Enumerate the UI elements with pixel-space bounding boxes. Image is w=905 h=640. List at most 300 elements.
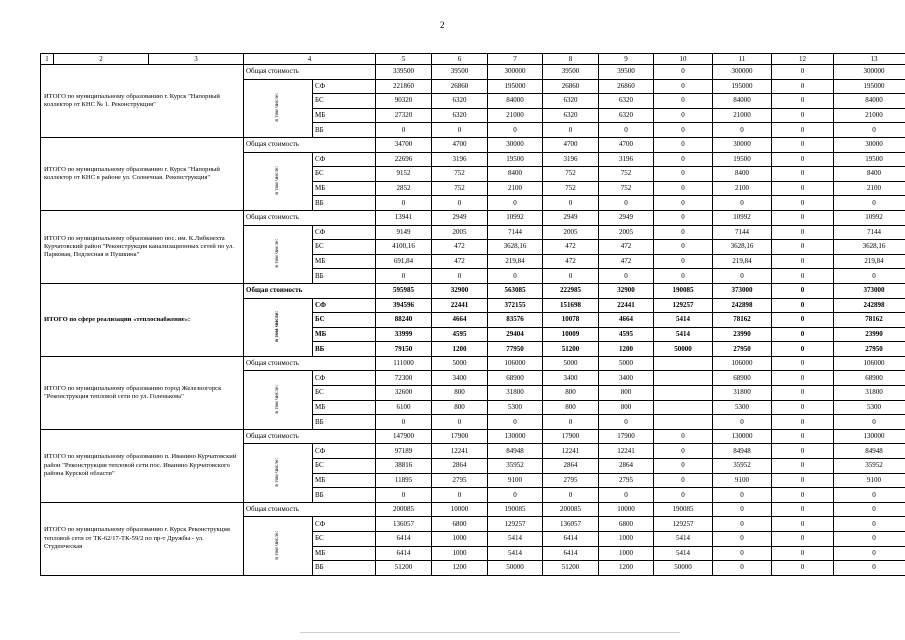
source-value: 9100 bbox=[713, 473, 772, 488]
source-value: 0 bbox=[772, 298, 834, 313]
source-value: 2852 bbox=[376, 181, 432, 196]
total-value: 190085 bbox=[654, 283, 713, 298]
source-value: 3400 bbox=[543, 371, 599, 386]
source-value: 2005 bbox=[599, 225, 654, 240]
source-value: 12241 bbox=[543, 444, 599, 459]
source-value: 0 bbox=[376, 196, 432, 211]
source-value: 129257 bbox=[654, 298, 713, 313]
block-name: ИТОГО по сфере реализации «теплоснабжение»: bbox=[41, 283, 244, 356]
source-value: 0 bbox=[654, 225, 713, 240]
source-value: 0 bbox=[834, 123, 905, 138]
source-value: 800 bbox=[432, 386, 488, 401]
total-value: 0 bbox=[654, 210, 713, 225]
total-value: 200085 bbox=[376, 502, 432, 517]
source-value: 6800 bbox=[432, 517, 488, 532]
source-value: 22696 bbox=[376, 152, 432, 167]
source-value: 84000 bbox=[834, 94, 905, 109]
total-value: 190085 bbox=[488, 502, 543, 517]
source-value: 129257 bbox=[488, 517, 543, 532]
source-value: 26860 bbox=[599, 79, 654, 94]
source-value: 0 bbox=[376, 269, 432, 284]
source-value: 2795 bbox=[599, 473, 654, 488]
source-value: 0 bbox=[488, 415, 543, 430]
source-value: 6414 bbox=[543, 546, 599, 561]
source-value: 0 bbox=[772, 532, 834, 547]
total-value: 17900 bbox=[599, 429, 654, 444]
source-value: 800 bbox=[599, 400, 654, 415]
source-value: 0 bbox=[654, 196, 713, 211]
total-value: 0 bbox=[654, 65, 713, 80]
total-value: 0 bbox=[772, 356, 834, 371]
source-value: 8400 bbox=[834, 167, 905, 182]
source-value: 5300 bbox=[834, 400, 905, 415]
source-value: 691,84 bbox=[376, 254, 432, 269]
source-value: 6100 bbox=[376, 400, 432, 415]
source-value: 0 bbox=[654, 488, 713, 503]
total-value: 17900 bbox=[543, 429, 599, 444]
header-cell: 13 bbox=[834, 54, 905, 65]
source-value: 0 bbox=[772, 386, 834, 401]
source-value: 0 bbox=[432, 488, 488, 503]
source-label: СФ bbox=[313, 444, 376, 459]
source-value: 4595 bbox=[599, 327, 654, 342]
source-value: 219,84 bbox=[488, 254, 543, 269]
source-value: 242898 bbox=[834, 298, 905, 313]
source-value: 0 bbox=[772, 225, 834, 240]
source-value: 3196 bbox=[432, 152, 488, 167]
source-value: 6414 bbox=[543, 532, 599, 547]
source-value: 0 bbox=[654, 473, 713, 488]
total-value: 300000 bbox=[713, 65, 772, 80]
source-value: 0 bbox=[543, 123, 599, 138]
source-value: 23990 bbox=[834, 327, 905, 342]
total-value: 130000 bbox=[488, 429, 543, 444]
source-value bbox=[654, 400, 713, 415]
source-value: 68900 bbox=[834, 371, 905, 386]
source-value: 0 bbox=[772, 546, 834, 561]
source-label: БС bbox=[313, 313, 376, 328]
source-value: 0 bbox=[772, 327, 834, 342]
source-value: 83576 bbox=[488, 313, 543, 328]
total-value: 0 bbox=[834, 502, 905, 517]
block-name: ИТОГО по муниципальному образованию п. Иванино Курчатовский район "Реконструкция тепловой сети пос. Иванино Курчатовского района Курской области" bbox=[41, 429, 244, 502]
source-value: 21000 bbox=[713, 108, 772, 123]
source-value: 9100 bbox=[834, 473, 905, 488]
source-value: 32600 bbox=[376, 386, 432, 401]
total-value: 17900 bbox=[432, 429, 488, 444]
source-value: 5414 bbox=[488, 546, 543, 561]
source-value: 3628,16 bbox=[834, 240, 905, 255]
header-row bbox=[41, 54, 905, 65]
source-value: 0 bbox=[713, 415, 772, 430]
source-value: 19500 bbox=[834, 152, 905, 167]
source-value: 84948 bbox=[713, 444, 772, 459]
source-value: 0 bbox=[654, 269, 713, 284]
source-value: 0 bbox=[713, 546, 772, 561]
source-value: 219,84 bbox=[713, 254, 772, 269]
source-value: 0 bbox=[772, 561, 834, 576]
total-value: 300000 bbox=[488, 65, 543, 80]
source-value: 372155 bbox=[488, 298, 543, 313]
source-value bbox=[654, 415, 713, 430]
source-value: 0 bbox=[654, 108, 713, 123]
source-label: СФ bbox=[313, 298, 376, 313]
total-value: 222985 bbox=[543, 283, 599, 298]
source-value: 0 bbox=[654, 94, 713, 109]
source-value: 0 bbox=[834, 196, 905, 211]
source-value: 0 bbox=[772, 254, 834, 269]
source-value: 19500 bbox=[488, 152, 543, 167]
source-value: 26860 bbox=[432, 79, 488, 94]
total-label: Общая стоимость bbox=[244, 65, 376, 80]
source-value: 0 bbox=[654, 79, 713, 94]
source-value: 752 bbox=[599, 167, 654, 182]
source-value: 752 bbox=[543, 167, 599, 182]
source-value: 8400 bbox=[488, 167, 543, 182]
total-value: 32900 bbox=[432, 283, 488, 298]
total-value: 32900 bbox=[599, 283, 654, 298]
source-value: 0 bbox=[834, 532, 905, 547]
source-value: 752 bbox=[432, 167, 488, 182]
source-value: 31800 bbox=[834, 386, 905, 401]
total-value: 147900 bbox=[376, 429, 432, 444]
source-value: 0 bbox=[772, 240, 834, 255]
source-value: 0 bbox=[772, 415, 834, 430]
source-value: 68900 bbox=[488, 371, 543, 386]
source-value: 472 bbox=[543, 240, 599, 255]
breakdown-vertical-label: в том числе: bbox=[244, 444, 313, 502]
total-value: 0 bbox=[654, 429, 713, 444]
source-value: 11895 bbox=[376, 473, 432, 488]
source-value: 0 bbox=[772, 342, 834, 357]
block-total-row bbox=[41, 137, 905, 152]
source-value: 2100 bbox=[834, 181, 905, 196]
source-value: 0 bbox=[772, 400, 834, 415]
total-value: 130000 bbox=[713, 429, 772, 444]
total-value: 130000 bbox=[834, 429, 905, 444]
source-value: 0 bbox=[772, 473, 834, 488]
source-value: 72300 bbox=[376, 371, 432, 386]
source-value: 5414 bbox=[654, 313, 713, 328]
source-label: БС bbox=[313, 459, 376, 474]
total-value: 339500 bbox=[376, 65, 432, 80]
source-value: 0 bbox=[488, 123, 543, 138]
source-value: 2864 bbox=[432, 459, 488, 474]
source-value: 0 bbox=[772, 488, 834, 503]
source-label: СФ bbox=[313, 79, 376, 94]
source-label: БС bbox=[313, 167, 376, 182]
total-value: 0 bbox=[713, 502, 772, 517]
source-value: 5414 bbox=[654, 327, 713, 342]
source-value: 195000 bbox=[834, 79, 905, 94]
source-value: 1000 bbox=[432, 532, 488, 547]
source-value: 0 bbox=[654, 167, 713, 182]
source-value: 8400 bbox=[713, 167, 772, 182]
page-number: 2 bbox=[440, 20, 445, 30]
source-value: 0 bbox=[834, 488, 905, 503]
source-value: 27950 bbox=[713, 342, 772, 357]
source-value: 6320 bbox=[543, 108, 599, 123]
total-value: 111000 bbox=[376, 356, 432, 371]
source-value: 1200 bbox=[432, 561, 488, 576]
source-value: 0 bbox=[654, 459, 713, 474]
total-value: 0 bbox=[772, 65, 834, 80]
source-value: 35952 bbox=[834, 459, 905, 474]
source-value: 0 bbox=[654, 123, 713, 138]
source-value: 26860 bbox=[543, 79, 599, 94]
total-label: Общая стоимость bbox=[244, 429, 376, 444]
source-value: 29404 bbox=[488, 327, 543, 342]
total-value: 0 bbox=[772, 210, 834, 225]
source-value: 136057 bbox=[376, 517, 432, 532]
source-value: 0 bbox=[834, 546, 905, 561]
source-value: 0 bbox=[772, 79, 834, 94]
total-value: 2949 bbox=[543, 210, 599, 225]
table-body bbox=[41, 54, 905, 576]
source-value: 3400 bbox=[432, 371, 488, 386]
source-label: ВБ bbox=[313, 196, 376, 211]
source-value: 0 bbox=[772, 371, 834, 386]
total-value: 563085 bbox=[488, 283, 543, 298]
header-cell: 1 bbox=[41, 54, 54, 65]
block-total-row bbox=[41, 502, 905, 517]
header-cell: 8 bbox=[543, 54, 599, 65]
source-value: 51200 bbox=[376, 561, 432, 576]
source-value: 5414 bbox=[488, 532, 543, 547]
source-label: МБ bbox=[313, 108, 376, 123]
source-value: 2005 bbox=[543, 225, 599, 240]
header-cell: 4 bbox=[244, 54, 376, 65]
source-label: БС bbox=[313, 532, 376, 547]
source-value: 0 bbox=[654, 152, 713, 167]
source-label: ВБ bbox=[313, 123, 376, 138]
source-value: 50000 bbox=[654, 561, 713, 576]
total-value: 200085 bbox=[543, 502, 599, 517]
source-value: 242898 bbox=[713, 298, 772, 313]
source-value: 35952 bbox=[713, 459, 772, 474]
total-value: 0 bbox=[772, 283, 834, 298]
source-label: СФ bbox=[313, 152, 376, 167]
total-label: Общая стоимость bbox=[244, 137, 376, 152]
breakdown-vertical-label: в том числе: bbox=[244, 225, 313, 283]
source-label: СФ bbox=[313, 371, 376, 386]
total-value: 0 bbox=[772, 137, 834, 152]
source-value: 2864 bbox=[599, 459, 654, 474]
source-value: 7144 bbox=[488, 225, 543, 240]
source-value: 472 bbox=[599, 254, 654, 269]
source-label: МБ bbox=[313, 327, 376, 342]
source-value: 50000 bbox=[654, 342, 713, 357]
block-name: ИТОГО по муниципальному образованию г. Курск "Напорный коллектор от КНС в районе ул. Солнечная. Реконструкция" bbox=[41, 137, 244, 210]
block-name: ИТОГО по муниципальному образованию пос. им. К.Либкнехта Курчатовский район "Реконструкция канализационных сетей по ул. Парковая, Подлесная и Пушкина" bbox=[41, 210, 244, 283]
source-value: 221860 bbox=[376, 79, 432, 94]
total-value: 2949 bbox=[599, 210, 654, 225]
source-value: 7144 bbox=[834, 225, 905, 240]
total-value: 39500 bbox=[432, 65, 488, 80]
header-cell: 11 bbox=[713, 54, 772, 65]
source-value: 27950 bbox=[834, 342, 905, 357]
source-value: 800 bbox=[543, 400, 599, 415]
source-value: 0 bbox=[654, 240, 713, 255]
source-value: 2005 bbox=[432, 225, 488, 240]
total-value: 10992 bbox=[488, 210, 543, 225]
source-value: 0 bbox=[713, 517, 772, 532]
source-value: 0 bbox=[834, 415, 905, 430]
source-value: 0 bbox=[772, 108, 834, 123]
source-value: 6800 bbox=[599, 517, 654, 532]
block-name: ИТОГО по муниципальному образованию г. Курск "Напорный коллектор от КНС № 1. Реконструкция" bbox=[41, 65, 244, 138]
source-value: 6320 bbox=[599, 108, 654, 123]
source-label: ВБ bbox=[313, 342, 376, 357]
header-cell: 2 bbox=[54, 54, 149, 65]
source-value: 2100 bbox=[488, 181, 543, 196]
total-label: Общая стоимость bbox=[244, 356, 376, 371]
bottom-scan-line bbox=[300, 632, 680, 633]
source-value: 3628,16 bbox=[713, 240, 772, 255]
source-value: 5414 bbox=[654, 532, 713, 547]
total-value: 0 bbox=[772, 429, 834, 444]
source-value: 38816 bbox=[376, 459, 432, 474]
source-value: 6414 bbox=[376, 546, 432, 561]
source-value: 78162 bbox=[713, 313, 772, 328]
block-name: ИТОГО по муниципальному образованию г. Курск Реконструкция тепловой сети от ТК-62/17-ТК-59/2 по пр-т Дружбы - ул. Студенческая bbox=[41, 502, 244, 575]
source-value: 0 bbox=[543, 415, 599, 430]
source-label: БС bbox=[313, 240, 376, 255]
total-value: 34700 bbox=[376, 137, 432, 152]
source-value: 394596 bbox=[376, 298, 432, 313]
source-value: 84000 bbox=[713, 94, 772, 109]
source-value: 195000 bbox=[713, 79, 772, 94]
total-value: 10992 bbox=[713, 210, 772, 225]
source-value: 0 bbox=[713, 123, 772, 138]
source-value: 0 bbox=[713, 488, 772, 503]
source-value: 0 bbox=[599, 196, 654, 211]
source-value: 472 bbox=[599, 240, 654, 255]
source-value: 22441 bbox=[599, 298, 654, 313]
total-value: 373000 bbox=[834, 283, 905, 298]
source-value: 0 bbox=[772, 459, 834, 474]
source-value: 0 bbox=[772, 167, 834, 182]
source-label: МБ bbox=[313, 181, 376, 196]
total-value: 300000 bbox=[834, 65, 905, 80]
source-value: 4664 bbox=[599, 313, 654, 328]
source-value: 88240 bbox=[376, 313, 432, 328]
total-value: 4700 bbox=[599, 137, 654, 152]
source-value: 1000 bbox=[599, 532, 654, 547]
source-value: 0 bbox=[376, 488, 432, 503]
header-cell: 3 bbox=[149, 54, 244, 65]
source-value: 0 bbox=[599, 488, 654, 503]
total-value: 10000 bbox=[432, 502, 488, 517]
source-value: 0 bbox=[432, 269, 488, 284]
header-cell: 10 bbox=[654, 54, 713, 65]
source-value: 0 bbox=[432, 123, 488, 138]
source-value: 1200 bbox=[599, 561, 654, 576]
source-label: ВБ bbox=[313, 561, 376, 576]
block-total-row bbox=[41, 283, 905, 298]
source-value: 0 bbox=[834, 517, 905, 532]
source-value: 0 bbox=[834, 561, 905, 576]
source-value: 752 bbox=[432, 181, 488, 196]
source-value: 1200 bbox=[432, 342, 488, 357]
source-value: 1200 bbox=[599, 342, 654, 357]
total-value: 39500 bbox=[599, 65, 654, 80]
source-value: 6414 bbox=[376, 532, 432, 547]
total-value: 39500 bbox=[543, 65, 599, 80]
source-value: 0 bbox=[713, 532, 772, 547]
source-value: 752 bbox=[599, 181, 654, 196]
source-value: 0 bbox=[376, 123, 432, 138]
block-total-row bbox=[41, 65, 905, 80]
source-value: 33999 bbox=[376, 327, 432, 342]
source-label: ВБ bbox=[313, 415, 376, 430]
source-value: 3196 bbox=[599, 152, 654, 167]
source-value: 9100 bbox=[488, 473, 543, 488]
source-label: СФ bbox=[313, 225, 376, 240]
source-value: 12241 bbox=[599, 444, 654, 459]
source-value: 4664 bbox=[432, 313, 488, 328]
source-value: 6320 bbox=[543, 94, 599, 109]
source-value: 31800 bbox=[713, 386, 772, 401]
source-value: 79150 bbox=[376, 342, 432, 357]
source-value: 23990 bbox=[713, 327, 772, 342]
source-value: 6320 bbox=[432, 94, 488, 109]
total-value bbox=[654, 356, 713, 371]
total-value: 0 bbox=[654, 137, 713, 152]
total-label: Общая стоимость bbox=[244, 210, 376, 225]
source-value: 0 bbox=[772, 181, 834, 196]
source-value: 0 bbox=[772, 313, 834, 328]
source-value: 84948 bbox=[834, 444, 905, 459]
source-value: 0 bbox=[543, 196, 599, 211]
total-value: 5000 bbox=[543, 356, 599, 371]
source-value: 800 bbox=[543, 386, 599, 401]
source-value: 9152 bbox=[376, 167, 432, 182]
total-value: 190085 bbox=[654, 502, 713, 517]
source-value: 0 bbox=[772, 123, 834, 138]
source-label: СФ bbox=[313, 517, 376, 532]
source-value: 0 bbox=[772, 444, 834, 459]
source-value: 0 bbox=[599, 123, 654, 138]
source-value bbox=[654, 386, 713, 401]
source-label: БС bbox=[313, 94, 376, 109]
source-value: 5300 bbox=[713, 400, 772, 415]
breakdown-vertical-label: в том числе: bbox=[244, 152, 313, 210]
total-value: 0 bbox=[772, 502, 834, 517]
block-total-row bbox=[41, 429, 905, 444]
source-value: 78162 bbox=[834, 313, 905, 328]
source-value: 19500 bbox=[713, 152, 772, 167]
breakdown-vertical-label: в том числе: bbox=[244, 371, 313, 429]
source-value: 3196 bbox=[543, 152, 599, 167]
source-value bbox=[654, 371, 713, 386]
source-value: 3628,16 bbox=[488, 240, 543, 255]
source-value: 0 bbox=[599, 269, 654, 284]
total-value: 106000 bbox=[488, 356, 543, 371]
source-value: 1000 bbox=[599, 546, 654, 561]
total-value: 373000 bbox=[713, 283, 772, 298]
source-value: 10078 bbox=[543, 313, 599, 328]
source-value: 21000 bbox=[834, 108, 905, 123]
breakdown-vertical-label: в том числе: bbox=[244, 298, 313, 356]
source-value: 31800 bbox=[488, 386, 543, 401]
source-value: 0 bbox=[654, 254, 713, 269]
source-value: 35952 bbox=[488, 459, 543, 474]
source-value: 151698 bbox=[543, 298, 599, 313]
source-value: 0 bbox=[713, 196, 772, 211]
source-value: 84000 bbox=[488, 94, 543, 109]
source-label: БС bbox=[313, 386, 376, 401]
